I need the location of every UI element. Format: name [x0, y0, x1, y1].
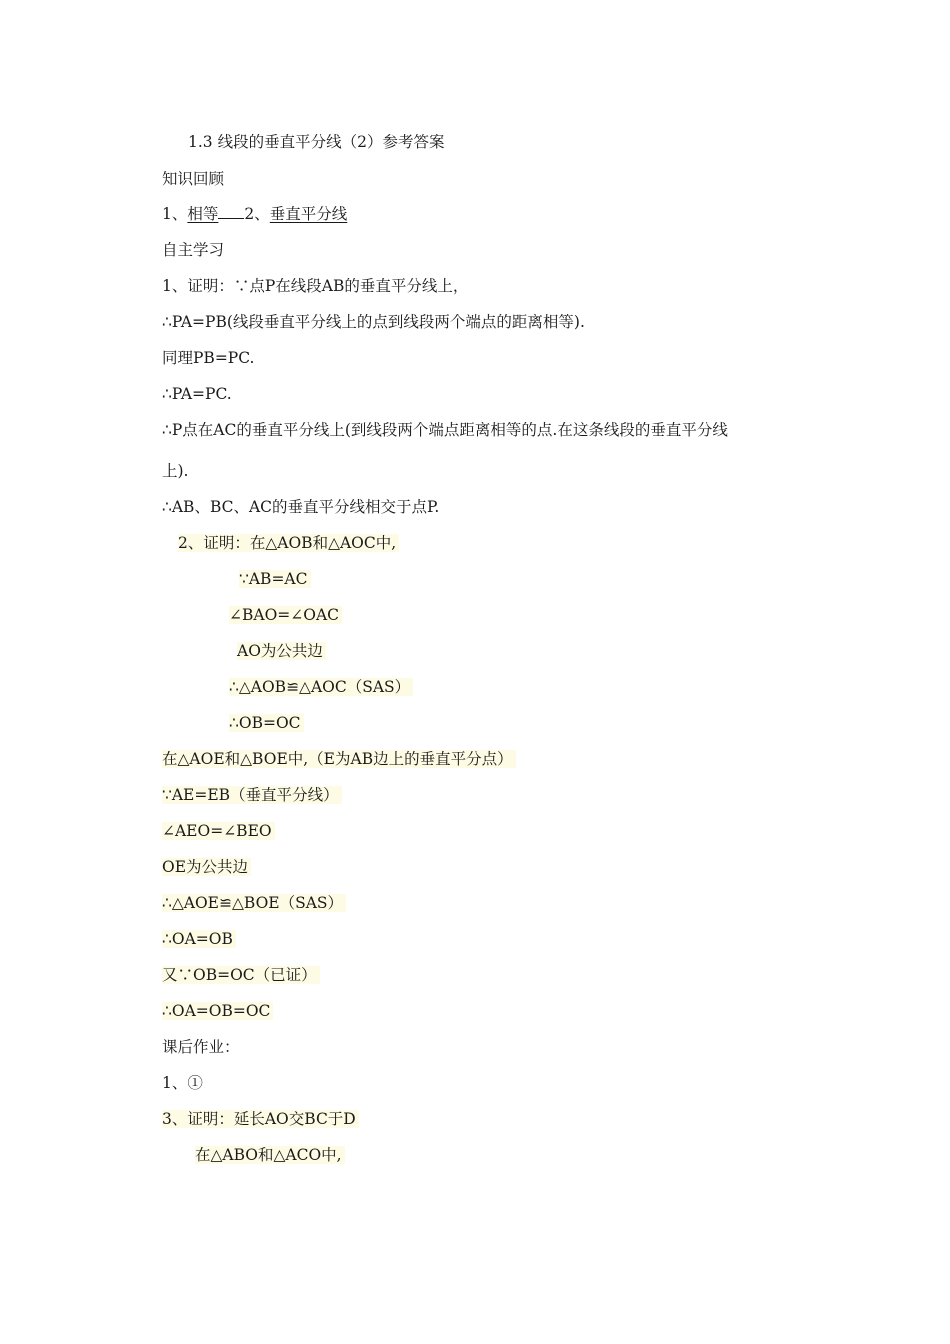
doc-title: 1.3 线段的垂直平分线（2）参考答案	[188, 133, 445, 151]
proof-1-line-6: 上).	[162, 462, 189, 480]
answer-2-number: 2、	[244, 205, 270, 223]
review-answers	[162, 203, 347, 225]
answer-2-blank: 垂直平分线	[269, 205, 348, 223]
proof-2-line-5: ∴△AOB≌△AOC（SAS）	[229, 676, 413, 698]
proof-2-line-10: OE为公共边	[162, 856, 251, 878]
homework-line-3: 在△ABO和△ACO中,	[195, 1144, 345, 1166]
proof-1-line-5: ∴P点在AC的垂直平分线上(到线段两个端点距离相等的点.在这条线段的垂直平分线	[162, 421, 728, 439]
section-heading-review: 知识回顾	[162, 170, 225, 188]
proof-2-line-3: ∠BAO=∠OAC	[229, 604, 342, 626]
proof-2-line-9: ∠AEO=∠BEO	[162, 820, 275, 842]
homework-line-1: 1、①	[162, 1074, 203, 1092]
section-heading-self-study: 自主学习	[162, 241, 225, 259]
proof-1-line-2: ∴PA=PB(线段垂直平分线上的点到线段两个端点的距离相等).	[162, 313, 585, 331]
proof-2-line-8: ∵AE=EB（垂直平分线）	[162, 784, 342, 806]
proof-1-line-1: 1、证明：∵点P在线段AB的垂直平分线上，	[162, 277, 469, 295]
proof-2-line-11: ∴△AOE≌△BOE（SAS）	[162, 892, 346, 914]
proof-1-line-3: 同理PB=PC.	[162, 349, 255, 367]
proof-2-line-7: 在△AOE和△BOE中,（E为AB边上的垂直平分点）	[162, 748, 516, 770]
answer-1-blank: 相等	[187, 205, 244, 223]
proof-1-line-4: ∴PA=PC.	[162, 385, 232, 403]
proof-2-line-13: 又∵OB=OC（已证）	[162, 964, 320, 986]
answer-1-number: 1、	[162, 205, 188, 223]
proof-2-line-2: ∵AB=AC	[239, 568, 311, 590]
proof-1-line-7: ∴AB、BC、AC的垂直平分线相交于点P.	[162, 498, 440, 516]
section-heading-homework: 课后作业：	[162, 1038, 240, 1056]
proof-2-line-4: AO为公共边	[237, 640, 326, 662]
proof-2-line-1: 2、证明：在△AOB和△AOC中,	[178, 532, 399, 554]
proof-2-line-6: ∴OB=OC	[229, 712, 304, 734]
proof-2-line-14: ∴OA=OB=OC	[162, 1000, 273, 1022]
homework-line-2: 3、证明：延长AO交BC于D	[162, 1108, 359, 1130]
proof-2-line-12: ∴OA=OB	[162, 928, 236, 950]
